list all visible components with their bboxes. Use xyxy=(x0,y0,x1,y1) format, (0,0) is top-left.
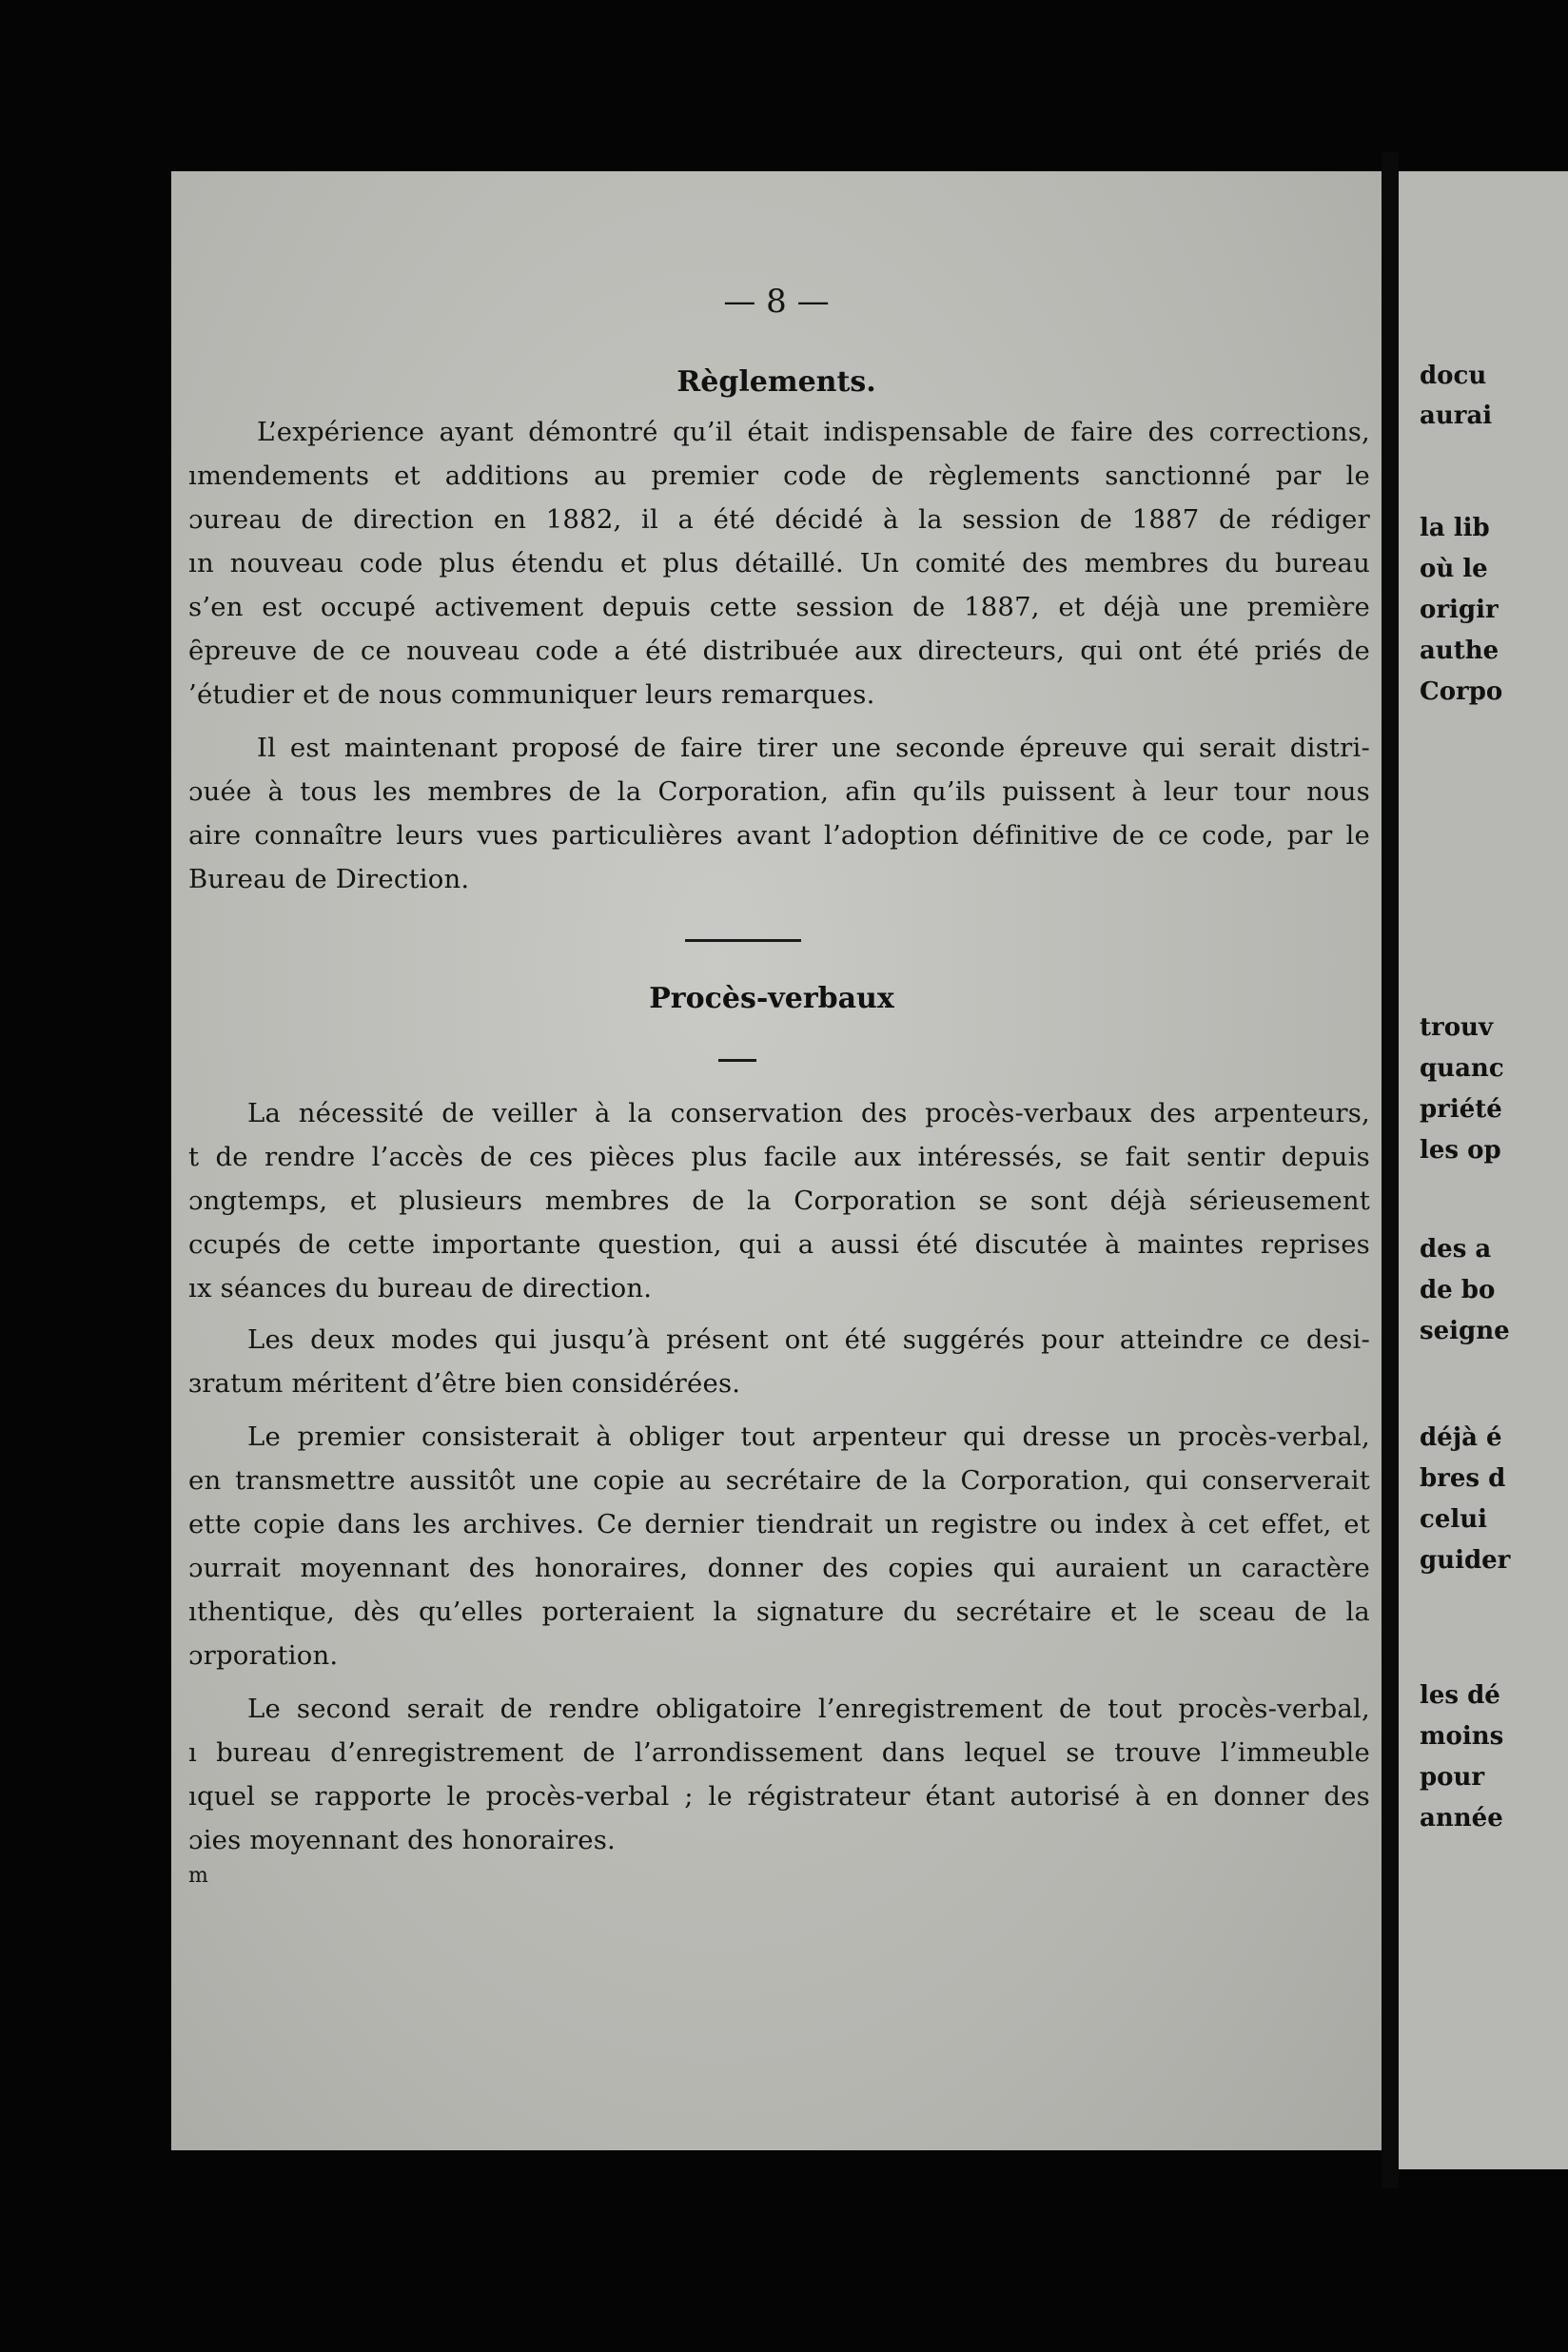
fragment-line: année xyxy=(1420,1804,1503,1833)
fragment-line: seigne xyxy=(1420,1317,1510,1345)
paragraph-line: ımendements et additions au premier code de règlements sanctionné par le xyxy=(188,461,1370,491)
paragraph-line: en transmettre aussitôt une copie au secrétaire de la Corporation, qui conserverait xyxy=(188,1465,1370,1496)
page-gutter xyxy=(1382,152,1399,2188)
fragment-line: moins xyxy=(1420,1722,1504,1751)
paragraph-line: ɔurrait moyennant des honoraires, donner des copies qui auraient un caractère xyxy=(188,1553,1370,1583)
fragment-line: les dé xyxy=(1420,1681,1500,1710)
paragraph-line: ɜratum méritent d’être bien considérées. xyxy=(188,1368,741,1399)
paragraph-line: ı bureau d’enregistrement de l’arrondissement dans lequel se trouve l’immeuble xyxy=(188,1737,1370,1768)
paragraph-line: ɔies moyennant des honoraires. xyxy=(188,1825,616,1855)
paragraph-line: aire connaître leurs vues particulières avant l’adoption définitive de ce code, par le xyxy=(188,820,1370,851)
paragraph-line: Bureau de Direction. xyxy=(188,864,470,894)
paragraph-line: ıx séances du bureau de direction. xyxy=(188,1273,653,1303)
paragraph-line: ıquel se rapporte le procès-verbal ; le régistrateur étant autorisé à en donner des xyxy=(188,1781,1370,1812)
fragment-line: pour xyxy=(1420,1763,1485,1792)
paragraph-line: ȇpreuve de ce nouveau code a été distribuée aux directeurs, qui ont été priés de xyxy=(188,636,1370,666)
paragraph-line: Les deux modes qui jusqu’à présent ont été suggérés pour atteindre ce desi- xyxy=(247,1324,1370,1355)
margin-fragment: m xyxy=(188,1864,209,1888)
paragraph-line: ette copie dans les archives. Ce dernier tiendrait un registre ou index à cet effet, et xyxy=(188,1509,1370,1539)
fragment-line: bres d xyxy=(1420,1464,1506,1493)
fragment-line: des a xyxy=(1420,1235,1492,1264)
paragraph-line: ɔrporation. xyxy=(188,1640,339,1671)
fragment-line: Corpo xyxy=(1420,677,1503,706)
fragment-line: origir xyxy=(1420,596,1499,624)
fragment-line: où le xyxy=(1420,555,1488,583)
page-content xyxy=(171,171,1382,2150)
paragraph-line: La nécessité de veiller à la conservation des procès-verbaux des arpenteurs, xyxy=(247,1098,1370,1128)
paragraph-line: ıthentique, dès qu’elles porteraient la signature du secrétaire et le sceau de la xyxy=(188,1597,1370,1627)
fragment-line: quanc xyxy=(1420,1054,1504,1083)
fragment-line: priété xyxy=(1420,1095,1502,1124)
fragment-line: la lib xyxy=(1420,514,1490,542)
paragraph-line: Le second serait de rendre obligatoire l’enregistrement de tout procès-verbal, xyxy=(247,1694,1370,1724)
paragraph-line: Le premier consisterait à obliger tout arpenteur qui dresse un procès-verbal, xyxy=(247,1421,1370,1452)
paragraph-line: L’expérience ayant démontré qu’il était indispensable de faire des corrections, xyxy=(257,417,1370,447)
paragraph-line: ɔuée à tous les membres de la Corporation, afin qu’ils puissent à leur tour nous xyxy=(188,776,1370,807)
fragment-line: docu xyxy=(1420,362,1487,390)
left-page xyxy=(171,171,1382,2150)
section-divider xyxy=(685,939,801,942)
fragment-line: celui xyxy=(1420,1505,1488,1534)
paragraph-line: Il est maintenant proposé de faire tirer une seconde épreuve qui serait distri- xyxy=(257,733,1370,763)
paragraph-line: t de rendre l’accès de ces pièces plus facile aux intéressés, se fait sentir depuis xyxy=(188,1142,1370,1172)
fragment-line: aurai xyxy=(1420,402,1493,430)
page-number: — 8 — xyxy=(723,283,830,321)
paragraph-line: s’en est occupé activement depuis cette session de 1887, et déjà une première xyxy=(188,592,1370,622)
title-underline-dash xyxy=(718,1059,756,1062)
paragraph-line: ın nouveau code plus étendu et plus détaillé. Un comité des membres du bureau xyxy=(188,548,1370,578)
fragment-line: déjà é xyxy=(1420,1423,1502,1452)
fragment-line: trouv xyxy=(1420,1013,1494,1042)
fragment-line: guider xyxy=(1420,1546,1511,1575)
fragment-line: de bo xyxy=(1420,1276,1496,1304)
section-title-reglements: Règlements. xyxy=(676,365,876,399)
right-page-fragment xyxy=(1399,171,1568,2169)
fragment-line: authe xyxy=(1420,637,1499,665)
paragraph-line: ccupés de cette importante question, qui a aussi été discutée à maintes reprises xyxy=(188,1229,1370,1260)
paragraph-line: ɔureau de direction en 1882, il a été décidé à la session de 1887 de rédiger xyxy=(188,504,1370,535)
section-title-proces-verbaux: Procès-verbaux xyxy=(649,982,894,1015)
paragraph-line: ’étudier et de nous communiquer leurs remarques. xyxy=(188,679,875,710)
fragment-line: les op xyxy=(1420,1136,1501,1165)
paragraph-line: ɔngtemps, et plusieurs membres de la Corporation se sont déjà sérieusement xyxy=(188,1186,1370,1216)
